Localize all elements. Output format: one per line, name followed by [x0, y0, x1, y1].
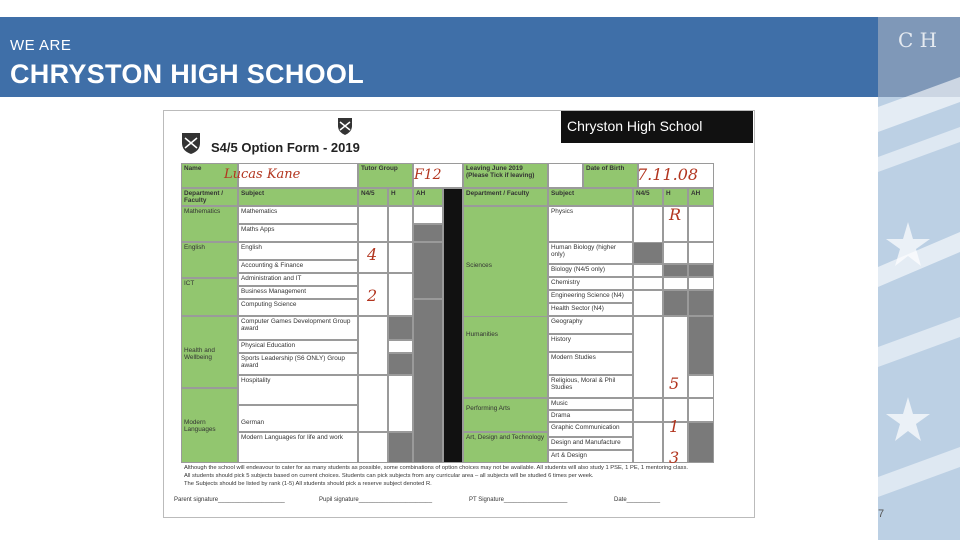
- option-form: [163, 110, 755, 518]
- choice-cell[interactable]: [663, 242, 688, 264]
- choice-cell[interactable]: [688, 398, 714, 422]
- subject-sports-leadership: Sports Leadership (S6 ONLY) Group award: [238, 353, 358, 375]
- choice-cell[interactable]: [688, 206, 714, 242]
- right-subject-header: Subject: [548, 188, 633, 206]
- choice-cell[interactable]: [688, 277, 714, 290]
- subject-health-sector: Health Sector (N4): [548, 303, 633, 316]
- form-crest-icon: [180, 131, 202, 155]
- subject-drama: Drama: [548, 410, 633, 422]
- choice-cell[interactable]: [633, 422, 663, 463]
- choice-cell-unavailable: [688, 290, 714, 316]
- pt-signature-field[interactable]: PT Signature___________________: [469, 497, 568, 503]
- subject-history: History: [548, 334, 633, 352]
- banner-subtitle: WE ARE: [10, 37, 72, 54]
- choice-cell[interactable]: [388, 340, 413, 353]
- subject-rmps: Religious, Moral & Phil Studies: [548, 375, 633, 398]
- subject-art-design: Art & Design: [548, 450, 633, 463]
- school-name-bar: [561, 111, 753, 143]
- handwritten-tutor-group: F12: [414, 167, 442, 183]
- subject-human-biology: Human Biology (higher only): [548, 242, 633, 264]
- right-h-header: H: [663, 188, 688, 206]
- footer-note: The Subjects should be listed by rank (1-5) All students should pick a reserve subject denoted R.: [184, 481, 432, 487]
- subject-computing: Computing Science: [238, 299, 358, 316]
- dept-humanities: Humanities: [463, 316, 548, 398]
- subject-music: Music: [548, 398, 633, 410]
- slide-number: 7: [878, 508, 885, 520]
- subject-modern-studies: Modern Studies: [548, 352, 633, 375]
- choice-cell-unavailable: [388, 316, 413, 340]
- footer-note: Although the school will endeavour to cater for as many students as possible, some combinations of option choices may not be available. All students will also study 1 PSE, 1 PE, 1 mentoring class.: [184, 465, 688, 471]
- choice-cell[interactable]: [633, 316, 663, 398]
- choice-cell[interactable]: [358, 375, 388, 432]
- name-label: Name: [181, 163, 238, 188]
- handwritten-business-choice: 2: [367, 286, 378, 305]
- choice-cell[interactable]: [633, 264, 663, 277]
- handwritten-physics-reserve: R: [669, 205, 682, 224]
- form-title: S4/5 Option Form - 2019: [211, 140, 360, 155]
- choice-cell[interactable]: [633, 290, 663, 316]
- subject-modern-languages: Modern Languages for life and work: [238, 432, 358, 463]
- choice-cell-unavailable: [413, 224, 443, 242]
- pupil-signature-field[interactable]: Pupil signature______________________: [319, 497, 433, 503]
- subject-physics: Physics: [548, 206, 633, 242]
- choice-cell-unavailable: [388, 353, 413, 375]
- table-divider: [443, 188, 463, 463]
- choice-cell-unavailable: [688, 422, 714, 463]
- dept-performing-arts: Performing Arts: [463, 398, 548, 432]
- choice-cell[interactable]: [358, 316, 388, 375]
- leaving-label: Leaving June 2019 (Please Tick if leaving): [463, 163, 548, 188]
- choice-cell[interactable]: [388, 375, 413, 432]
- choice-cell-unavailable: [663, 264, 688, 277]
- handwritten-name: Lucas Kane: [224, 167, 301, 182]
- school-name: Chryston High School: [567, 118, 703, 134]
- handwritten-english-choice: 4: [367, 245, 378, 264]
- subject-pe: Physical Education: [238, 340, 358, 353]
- subject-hospitality: Hospitality: [238, 375, 358, 405]
- footer-note: All students should pick 5 subjects based on current choices. Students can pick subjects from any curricular area – all subjects will be studied 6 times per week.: [184, 473, 594, 479]
- choice-cell-unavailable: [633, 242, 663, 264]
- choice-cell[interactable]: [358, 206, 388, 242]
- subject-english: English: [238, 242, 358, 260]
- left-ah-header: AH: [413, 188, 443, 206]
- decorative-pattern-icon: [878, 17, 960, 540]
- choice-cell[interactable]: [688, 375, 714, 398]
- school-crest-icon: [334, 114, 356, 138]
- choice-cell[interactable]: [413, 206, 443, 224]
- subject-german: German: [238, 405, 358, 432]
- choice-cell[interactable]: [388, 206, 413, 242]
- subject-business: Business Management: [238, 286, 358, 299]
- date-field[interactable]: Date__________: [614, 497, 661, 503]
- dept-modern-languages: Modern Languages: [181, 388, 238, 463]
- choice-cell-unavailable: [388, 432, 413, 463]
- dept-ict: ICT: [181, 278, 238, 316]
- subject-engineering: Engineering Science (N4): [548, 290, 633, 303]
- choice-cell[interactable]: [633, 277, 663, 290]
- subject-biology: Biology (N4/5 only): [548, 264, 633, 277]
- subject-games-dev: Computer Games Development Group award: [238, 316, 358, 340]
- dept-health-wellbeing: Health and Wellbeing: [181, 316, 238, 388]
- dept-art-design-tech: Art, Design and Technology: [463, 432, 548, 463]
- choice-cell-unavailable: [688, 316, 714, 375]
- choice-cell[interactable]: [388, 242, 413, 273]
- slide-banner: [0, 17, 878, 97]
- subject-maths-apps: Maths Apps: [238, 224, 358, 242]
- right-n45-header: N4/5: [633, 188, 663, 206]
- subject-graphic-comm: Graphic Communication: [548, 422, 633, 437]
- subject-design-manufacture: Design and Manufacture: [548, 437, 633, 450]
- tutor-group-label: Tutor Group: [358, 163, 413, 188]
- choice-cell[interactable]: [358, 432, 388, 463]
- choice-cell-unavailable: [663, 290, 688, 316]
- dept-english: English: [181, 242, 238, 278]
- banner-title: CHRYSTON HIGH SCHOOL: [10, 59, 365, 89]
- left-subject-header: Subject: [238, 188, 358, 206]
- left-department-header: Department / Faculty: [181, 188, 238, 206]
- choice-cell-unavailable: [413, 299, 443, 463]
- left-n45-header: N4/5: [358, 188, 388, 206]
- options-table: [181, 163, 714, 463]
- leaving-checkbox[interactable]: [548, 163, 583, 188]
- right-department-header: Department / Faculty: [463, 188, 548, 206]
- svg-text:C H: C H: [898, 28, 938, 52]
- handwritten-graphic-choice: 1: [669, 417, 680, 436]
- handwritten-rmps-choice: 5: [669, 374, 680, 393]
- dept-sciences: Sciences: [463, 206, 548, 359]
- subject-accounting: Accounting & Finance: [238, 260, 358, 273]
- dept-mathematics: Mathematics: [181, 206, 238, 242]
- right-ah-header: AH: [688, 188, 714, 206]
- choice-cell[interactable]: [388, 273, 413, 316]
- handwritten-dob: 7.11.08: [637, 165, 699, 184]
- choice-cell[interactable]: [688, 242, 714, 264]
- choice-cell-unavailable: [413, 242, 443, 299]
- subject-chemistry: Chemistry: [548, 277, 633, 290]
- choice-cell-unavailable: [688, 264, 714, 277]
- subject-mathematics: Mathematics: [238, 206, 358, 224]
- handwritten-art-choice: 3: [669, 448, 680, 467]
- left-h-header: H: [388, 188, 413, 206]
- parent-signature-field[interactable]: Parent signature____________________: [174, 497, 285, 503]
- subject-admin-it: Administration and IT: [238, 273, 358, 286]
- dob-label: Date of Birth: [583, 163, 638, 188]
- choice-cell[interactable]: [633, 398, 663, 422]
- subject-geography: Geography: [548, 316, 633, 334]
- choice-cell[interactable]: [663, 277, 688, 290]
